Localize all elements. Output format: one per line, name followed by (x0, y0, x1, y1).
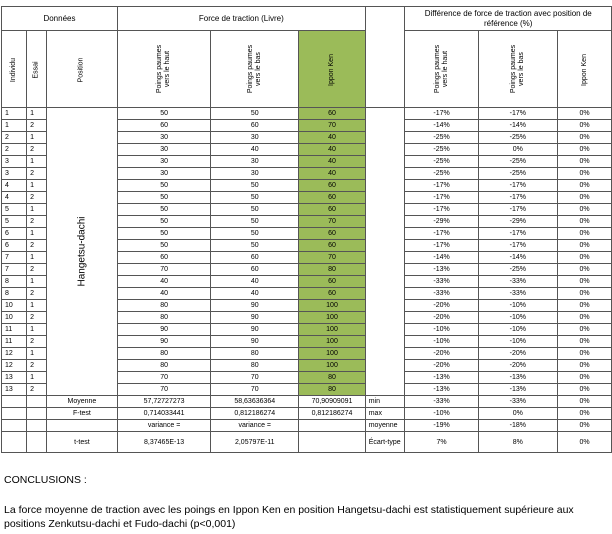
cell-ippon: 100 (299, 360, 365, 372)
cell-diff-ippon: 0% (558, 216, 612, 228)
cell-diff-haut: -13% (405, 384, 478, 396)
col-diff-bas: Poings paumes vers le bas (478, 31, 557, 108)
cell-bas: 50 (211, 204, 299, 216)
cell-ippon: 40 (299, 144, 365, 156)
col-diff-ippon: Ippon Ken (558, 31, 612, 108)
cell-diff-bas: -10% (478, 336, 557, 348)
cell-individu: 7 (2, 264, 27, 276)
cell-diff-haut: -17% (405, 192, 478, 204)
cell-diff-ippon: 0% (558, 384, 612, 396)
stats-diff-bas: -33% (478, 396, 557, 408)
stats-stat-label-text: Écart-type (368, 438, 401, 446)
cell-diff-ippon: 0% (558, 192, 612, 204)
blank-cell (365, 336, 405, 348)
cell-individu: 5 (2, 216, 27, 228)
stats-empty (27, 420, 47, 432)
cell-diff-ippon: 0% (558, 336, 612, 348)
cell-diff-haut: -20% (405, 348, 478, 360)
cell-bas: 70 (211, 384, 299, 396)
cell-individu: 1 (2, 108, 27, 120)
cell-diff-ippon: 0% (558, 228, 612, 240)
cell-ippon: 60 (299, 228, 365, 240)
cell-diff-haut: -10% (405, 336, 478, 348)
cell-individu: 11 (2, 336, 27, 348)
cell-individu: 13 (2, 384, 27, 396)
cell-diff-bas: -25% (478, 132, 557, 144)
cell-diff-haut: -10% (405, 324, 478, 336)
cell-haut: 90 (117, 324, 210, 336)
cell-diff-haut: -33% (405, 276, 478, 288)
blank-cell (365, 360, 405, 372)
blank-cell (365, 108, 405, 120)
cell-individu: 8 (2, 288, 27, 300)
cell-ippon: 70 (299, 216, 365, 228)
header-difference (405, 7, 612, 31)
cell-diff-haut: -13% (405, 264, 478, 276)
cell-diff-haut: -20% (405, 300, 478, 312)
col-bas: Poings paumes vers le bas (211, 31, 299, 108)
cell-diff-haut: -17% (405, 240, 478, 252)
stats-empty (2, 396, 27, 408)
cell-bas: 50 (211, 180, 299, 192)
table-row (2, 108, 612, 120)
col-position: Position (46, 31, 117, 108)
conclusions-title: CONCLUSIONS : (4, 474, 87, 486)
stats-row-variance (2, 420, 612, 432)
cell-diff-ippon: 0% (558, 312, 612, 324)
cell-essai: 1 (27, 252, 47, 264)
cell-bas: 50 (211, 192, 299, 204)
cell-essai: 2 (27, 312, 47, 324)
stats-empty (2, 420, 27, 432)
stats-row-moyenne (2, 396, 612, 408)
cell-diff-bas: 0% (478, 144, 557, 156)
stats-stat-label (365, 420, 405, 432)
cell-ippon: 100 (299, 312, 365, 324)
blank-cell (365, 192, 405, 204)
cell-individu: 1 (2, 120, 27, 132)
header-difference-text: Différence de force de traction avec position de référence (%) (424, 8, 592, 28)
conclusions-text: La force moyenne de traction avec les poings en Ippon Ken en position Hangetsu-dachi est statistiquement supérieure aux positions Zenkutsu-dachi et Fudo-dachi (p<0,001) (4, 504, 574, 530)
stats-stat-label-text: max (368, 410, 382, 417)
cell-diff-haut: -14% (405, 120, 478, 132)
cell-diff-bas: -10% (478, 300, 557, 312)
cell-diff-haut: -17% (405, 180, 478, 192)
cell-diff-bas: -10% (478, 324, 557, 336)
cell-essai: 1 (27, 228, 47, 240)
cell-bas: 30 (211, 168, 299, 180)
cell-ippon: 100 (299, 324, 365, 336)
stats-diff-haut: 7% (405, 432, 478, 453)
cell-haut: 50 (117, 180, 210, 192)
cell-essai: 1 (27, 276, 47, 288)
position-value: Hangetsu-dachi (76, 215, 88, 287)
cell-diff-haut: -33% (405, 288, 478, 300)
cell-diff-ippon: 0% (558, 144, 612, 156)
cell-diff-ippon: 0% (558, 240, 612, 252)
cell-haut: 30 (117, 156, 210, 168)
cell-diff-bas: -29% (478, 216, 557, 228)
cell-haut: 50 (117, 192, 210, 204)
cell-essai: 1 (27, 348, 47, 360)
col-diff-haut: Poings paumes vers le haut (405, 31, 478, 108)
cell-diff-bas: -17% (478, 192, 557, 204)
cell-bas: 80 (211, 348, 299, 360)
stats-diff-ippon: 0% (558, 396, 612, 408)
blank-cell (365, 312, 405, 324)
cell-ippon: 60 (299, 276, 365, 288)
col-haut: Poings paumes vers le haut (117, 31, 210, 108)
stats-empty (2, 432, 27, 453)
blank-cell (365, 324, 405, 336)
header-donnees: Données (2, 7, 118, 31)
cell-ippon: 100 (299, 348, 365, 360)
cell-diff-ippon: 0% (558, 288, 612, 300)
blank-cell (365, 132, 405, 144)
cell-individu: 10 (2, 312, 27, 324)
cell-diff-ippon: 0% (558, 132, 612, 144)
cell-diff-ippon: 0% (558, 348, 612, 360)
cell-essai: 2 (27, 144, 47, 156)
stats-ippon (299, 432, 365, 453)
cell-haut: 80 (117, 360, 210, 372)
cell-diff-ippon: 0% (558, 204, 612, 216)
stats-diff-bas: -18% (478, 420, 557, 432)
cell-diff-bas: -17% (478, 240, 557, 252)
blank-cell (365, 372, 405, 384)
stats-label (46, 420, 117, 432)
stats-row-ftest (2, 408, 612, 420)
cell-diff-ippon: 0% (558, 324, 612, 336)
stats-diff-haut: -33% (405, 396, 478, 408)
cell-haut: 90 (117, 336, 210, 348)
cell-diff-bas: -17% (478, 204, 557, 216)
cell-ippon: 80 (299, 384, 365, 396)
cell-diff-bas: -14% (478, 252, 557, 264)
blank-cell (365, 240, 405, 252)
cell-essai: 2 (27, 120, 47, 132)
cell-ippon: 60 (299, 288, 365, 300)
cell-essai: 2 (27, 288, 47, 300)
blank-cell (365, 252, 405, 264)
cell-essai: 2 (27, 264, 47, 276)
cell-bas: 70 (211, 372, 299, 384)
cell-individu: 3 (2, 168, 27, 180)
cell-diff-haut: -17% (405, 228, 478, 240)
cell-bas: 60 (211, 264, 299, 276)
blank-cell (365, 204, 405, 216)
blank-cell (365, 384, 405, 396)
stats-ippon: 70,90909091 (299, 396, 365, 408)
header-blank (365, 7, 405, 31)
stats-stat-label-text: moyenne (368, 422, 398, 429)
cell-diff-bas: -13% (478, 372, 557, 384)
cell-haut: 40 (117, 276, 210, 288)
cell-individu: 5 (2, 204, 27, 216)
cell-individu: 6 (2, 240, 27, 252)
cell-diff-bas: -25% (478, 156, 557, 168)
cell-diff-haut: -25% (405, 132, 478, 144)
cell-bas: 60 (211, 252, 299, 264)
blank-cell (365, 276, 405, 288)
cell-ippon: 60 (299, 240, 365, 252)
blank-cell (365, 288, 405, 300)
cell-essai: 1 (27, 180, 47, 192)
cell-bas: 90 (211, 300, 299, 312)
stats-bas: 0,812186274 (211, 408, 299, 420)
cell-bas: 50 (211, 216, 299, 228)
cell-diff-ippon: 0% (558, 180, 612, 192)
cell-haut: 30 (117, 168, 210, 180)
cell-diff-bas: -33% (478, 276, 557, 288)
blank-cell (365, 144, 405, 156)
cell-bas: 40 (211, 276, 299, 288)
cell-individu: 2 (2, 132, 27, 144)
cell-diff-bas: -20% (478, 360, 557, 372)
stats-diff-ippon: 0% (558, 432, 612, 453)
position-cell (46, 108, 117, 396)
cell-haut: 70 (117, 372, 210, 384)
stats-haut: variance = (117, 420, 210, 432)
cell-diff-bas: -20% (478, 348, 557, 360)
stats-empty (27, 408, 47, 420)
cell-individu: 4 (2, 192, 27, 204)
stats-haut: 57,72727273 (117, 396, 210, 408)
cell-essai: 2 (27, 360, 47, 372)
stats-diff-bas: 8% (478, 432, 557, 453)
cell-essai: 1 (27, 324, 47, 336)
cell-essai: 2 (27, 384, 47, 396)
cell-haut: 30 (117, 132, 210, 144)
stats-diff-haut: -10% (405, 408, 478, 420)
cell-essai: 1 (27, 132, 47, 144)
cell-ippon: 60 (299, 192, 365, 204)
stats-empty (27, 432, 47, 453)
cell-diff-haut: -29% (405, 216, 478, 228)
cell-haut: 30 (117, 144, 210, 156)
stats-diff-haut: -19% (405, 420, 478, 432)
cell-diff-haut: -25% (405, 144, 478, 156)
cell-diff-bas: -10% (478, 312, 557, 324)
cell-ippon: 60 (299, 180, 365, 192)
cell-individu: 8 (2, 276, 27, 288)
col-individu: Individu (2, 31, 27, 108)
stats-bas: 2,05797E-11 (211, 432, 299, 453)
cell-individu: 2 (2, 144, 27, 156)
stats-haut: 8,37465E-13 (117, 432, 210, 453)
cell-diff-haut: -14% (405, 252, 478, 264)
cell-essai: 2 (27, 192, 47, 204)
blank-cell (365, 168, 405, 180)
cell-individu: 12 (2, 360, 27, 372)
cell-haut: 50 (117, 204, 210, 216)
cell-haut: 50 (117, 216, 210, 228)
cell-diff-ippon: 0% (558, 108, 612, 120)
cell-haut: 70 (117, 264, 210, 276)
stats-empty (27, 396, 47, 408)
cell-haut: 50 (117, 108, 210, 120)
stats-ippon: 0,812186274 (299, 408, 365, 420)
cell-diff-bas: -25% (478, 168, 557, 180)
cell-diff-bas: -14% (478, 120, 557, 132)
cell-ippon: 70 (299, 252, 365, 264)
cell-essai: 1 (27, 156, 47, 168)
cell-essai: 2 (27, 240, 47, 252)
cell-diff-bas: -17% (478, 228, 557, 240)
stats-bas: 58,63636364 (211, 396, 299, 408)
cell-diff-haut: -25% (405, 156, 478, 168)
cell-ippon: 70 (299, 120, 365, 132)
cell-bas: 80 (211, 360, 299, 372)
cell-diff-haut: -13% (405, 372, 478, 384)
blank-cell (365, 264, 405, 276)
blank-cell (365, 180, 405, 192)
cell-ippon: 60 (299, 108, 365, 120)
cell-diff-ippon: 0% (558, 120, 612, 132)
cell-haut: 80 (117, 300, 210, 312)
cell-ippon: 100 (299, 336, 365, 348)
cell-diff-haut: -20% (405, 312, 478, 324)
blank-cell (365, 300, 405, 312)
header-force: Force de traction (Livre) (117, 7, 365, 31)
cell-essai: 2 (27, 168, 47, 180)
cell-diff-haut: -17% (405, 108, 478, 120)
cell-bas: 40 (211, 288, 299, 300)
blank-cell (365, 348, 405, 360)
cell-individu: 4 (2, 180, 27, 192)
cell-diff-bas: -33% (478, 288, 557, 300)
cell-ippon: 40 (299, 132, 365, 144)
cell-bas: 60 (211, 120, 299, 132)
stats-row-ttest (2, 432, 612, 453)
cell-bas: 50 (211, 240, 299, 252)
cell-ippon: 100 (299, 300, 365, 312)
cell-diff-haut: -20% (405, 360, 478, 372)
cell-ippon: 40 (299, 156, 365, 168)
cell-haut: 70 (117, 384, 210, 396)
stats-label: F-test (46, 408, 117, 420)
cell-diff-ippon: 0% (558, 156, 612, 168)
stats-diff-ippon: 0% (558, 408, 612, 420)
cell-bas: 30 (211, 132, 299, 144)
col-essai: Essai (27, 31, 47, 108)
cell-diff-bas: -17% (478, 180, 557, 192)
stats-diff-bas: 0% (478, 408, 557, 420)
blank-cell (365, 228, 405, 240)
stats-label: Moyenne (46, 396, 117, 408)
cell-essai: 2 (27, 216, 47, 228)
cell-ippon: 80 (299, 372, 365, 384)
cell-individu: 6 (2, 228, 27, 240)
cell-individu: 3 (2, 156, 27, 168)
col-ippon: Ippon Ken (299, 31, 365, 108)
cell-individu: 11 (2, 324, 27, 336)
cell-essai: 2 (27, 336, 47, 348)
cell-bas: 90 (211, 336, 299, 348)
stats-stat-label-text: min (368, 398, 380, 405)
cell-individu: 12 (2, 348, 27, 360)
stats-ippon (299, 420, 365, 432)
cell-diff-haut: -17% (405, 204, 478, 216)
cell-haut: 50 (117, 240, 210, 252)
cell-essai: 1 (27, 372, 47, 384)
cell-individu: 10 (2, 300, 27, 312)
cell-bas: 40 (211, 144, 299, 156)
cell-diff-ippon: 0% (558, 300, 612, 312)
cell-bas: 90 (211, 324, 299, 336)
cell-essai: 1 (27, 300, 47, 312)
cell-diff-ippon: 0% (558, 372, 612, 384)
cell-ippon: 80 (299, 264, 365, 276)
col-blank (365, 31, 405, 108)
cell-bas: 30 (211, 156, 299, 168)
stats-label: t-test (46, 432, 117, 453)
stats-bas: variance = (211, 420, 299, 432)
cell-diff-ippon: 0% (558, 276, 612, 288)
cell-haut: 80 (117, 348, 210, 360)
stats-stat-label (365, 396, 405, 408)
cell-diff-haut: -25% (405, 168, 478, 180)
blank-cell (365, 216, 405, 228)
stats-stat-label (365, 432, 405, 453)
cell-ippon: 60 (299, 204, 365, 216)
cell-haut: 40 (117, 288, 210, 300)
cell-diff-bas: -25% (478, 264, 557, 276)
stats-haut: 0,714033441 (117, 408, 210, 420)
cell-diff-ippon: 0% (558, 168, 612, 180)
cell-essai: 1 (27, 204, 47, 216)
cell-bas: 50 (211, 108, 299, 120)
stats-empty (2, 408, 27, 420)
cell-diff-bas: -13% (478, 384, 557, 396)
cell-haut: 50 (117, 228, 210, 240)
cell-bas: 50 (211, 228, 299, 240)
cell-individu: 13 (2, 372, 27, 384)
cell-haut: 60 (117, 252, 210, 264)
blank-cell (365, 156, 405, 168)
stats-stat-label (365, 408, 405, 420)
cell-essai: 1 (27, 108, 47, 120)
stats-diff-ippon: 0% (558, 420, 612, 432)
cell-diff-bas: -17% (478, 108, 557, 120)
cell-bas: 90 (211, 312, 299, 324)
blank-cell (365, 120, 405, 132)
cell-individu: 7 (2, 252, 27, 264)
cell-diff-ippon: 0% (558, 360, 612, 372)
cell-diff-ippon: 0% (558, 252, 612, 264)
cell-haut: 60 (117, 120, 210, 132)
cell-ippon: 40 (299, 168, 365, 180)
data-table (1, 6, 612, 453)
cell-haut: 80 (117, 312, 210, 324)
cell-diff-ippon: 0% (558, 264, 612, 276)
